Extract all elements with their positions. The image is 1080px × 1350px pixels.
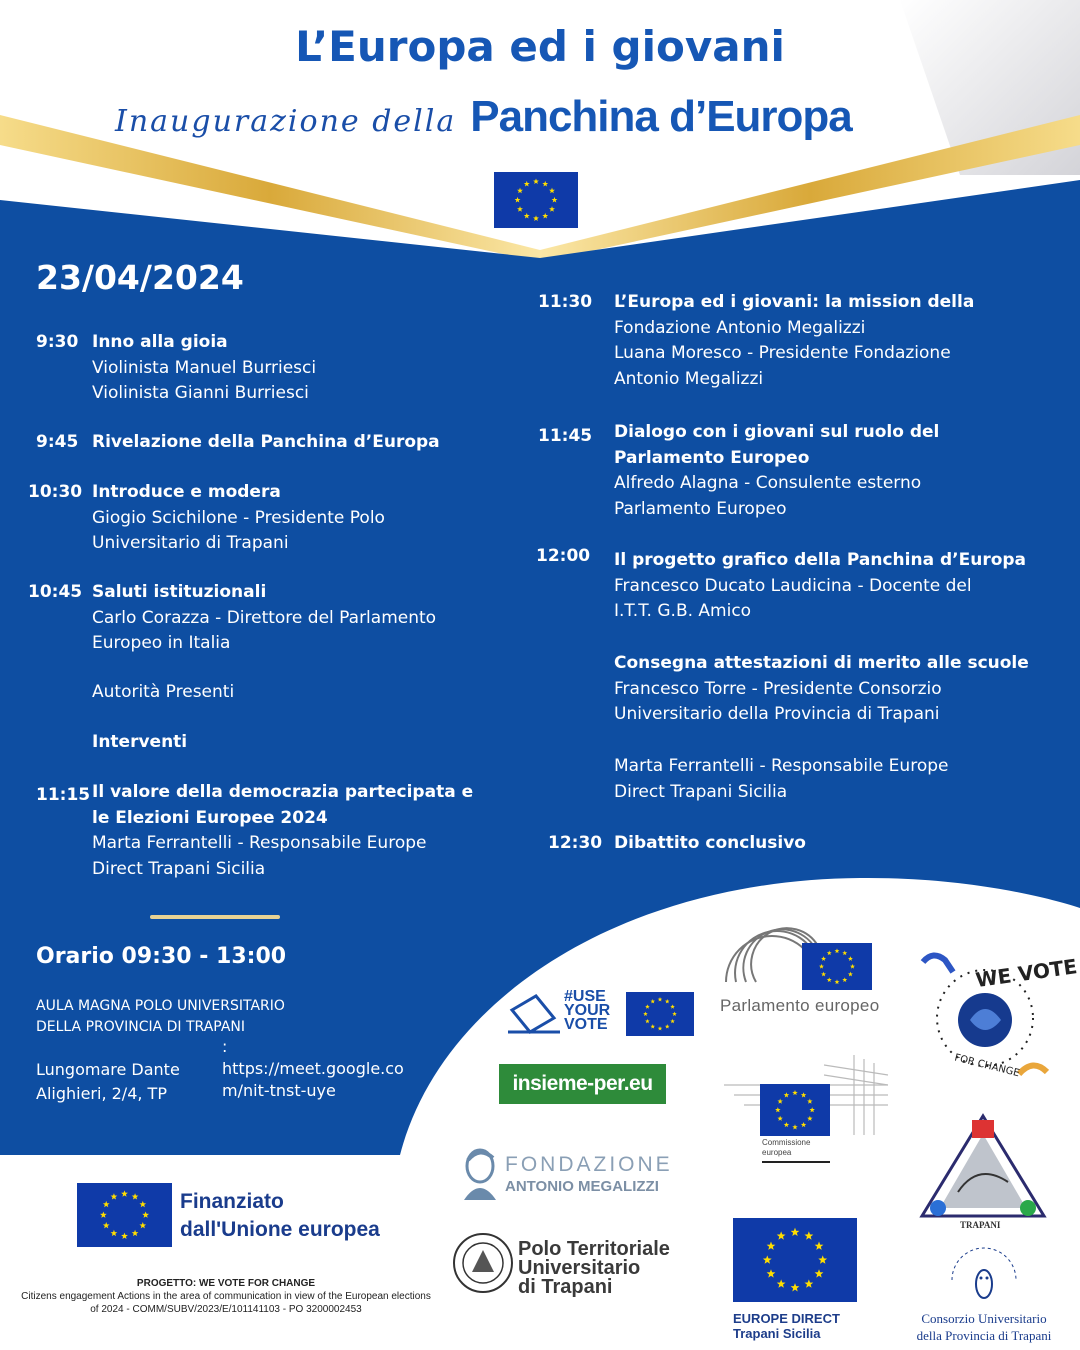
project-title: PROGETTO: WE VOTE FOR CHANGE <box>136 1278 316 1289</box>
venue-line: DELLA PROVINCIA DI TRAPANI <box>36 1019 246 1035</box>
funded-by-eu <box>180 1188 380 1244</box>
meet-link[interactable] <box>222 1036 422 1102</box>
program-heading: Saluti istituzionali <box>92 582 267 602</box>
portrait-icon <box>460 1146 500 1200</box>
consorzio-line: della Provincia di Trapani <box>916 1328 1052 1343</box>
main-title: L’Europa ed i giovani <box>295 22 785 71</box>
istituto-trapani-label: TRAPANI <box>960 1220 1001 1230</box>
eu-flag-icon <box>802 943 872 990</box>
funded-line: dall'Unione europea <box>180 1218 380 1241</box>
event-date: 23/04/2024 <box>36 258 244 297</box>
ed-line: EUROPE DIRECT <box>733 1311 840 1326</box>
program-time: 10:30 <box>28 482 83 502</box>
fondazione-logo-line2: ANTONIO MEGALIZZI <box>505 1178 659 1195</box>
eu-flag-icon <box>760 1084 830 1136</box>
venue <box>36 996 285 1038</box>
autorita-presenti: Autorità Presenti <box>92 682 235 702</box>
program-line: Marta Ferrantelli - Responsabile Europe <box>614 756 949 776</box>
interventi-heading: Interventi <box>92 732 188 752</box>
consorzio-line: Consorzio Universitario <box>921 1311 1047 1326</box>
program-time: 11:30 <box>538 292 593 312</box>
project-info <box>20 1277 432 1316</box>
ed-line: Trapani Sicilia <box>733 1326 821 1341</box>
program-line: Parlamento Europeo <box>614 498 787 519</box>
parlamento-europeo-logo: Parlamento europeo <box>720 996 880 1015</box>
fondazione-logo-line1: FONDAZIONE <box>505 1153 673 1176</box>
program-time: 11:45 <box>538 426 593 446</box>
address-line: Lungomare Dante <box>36 1060 180 1079</box>
program-line: Universitario di Trapani <box>92 533 289 553</box>
program-line: Francesco Ducato Laudicina - Docente del <box>614 575 972 596</box>
program-time: 9:45 <box>36 432 79 452</box>
program-line: Alfredo Alagna - Consulente esterno <box>614 473 922 493</box>
link-url[interactable]: https://meet.google.com/nit-tnst-uye <box>222 1059 404 1100</box>
program-heading-2: le Elezioni Europee 2024 <box>92 807 328 828</box>
venue-line: AULA MAGNA POLO UNIVERSITARIO <box>36 998 285 1014</box>
subtitle-bold: Panchina d’Europa <box>470 92 852 141</box>
program-line: Direct Trapani Sicilia <box>614 781 788 802</box>
program-heading: Inno alla gioia <box>92 332 228 352</box>
europe-direct-logo <box>733 1311 840 1341</box>
program-line: Antonio Megalizzi <box>614 368 764 389</box>
program-time: 12:00 <box>536 546 591 566</box>
we-vote-text: WE VOTE <box>974 954 1079 993</box>
use-your-vote-logo <box>564 990 610 1032</box>
program-line: Universitario della Provincia di Trapani <box>614 704 940 724</box>
program-heading-2: Parlamento Europeo <box>614 447 810 468</box>
address-line: Alighieri, 2/4, TP <box>36 1084 167 1103</box>
insieme-per-eu-logo: insieme-per.eu <box>499 1064 666 1104</box>
program-line: Francesco Torre - Presidente Consorzio <box>614 678 942 699</box>
program-heading: Il valore della democrazia partecipata e <box>92 782 474 802</box>
program-heading: Rivelazione della Panchina d’Europa <box>92 432 440 452</box>
university-seal-icon <box>452 1232 514 1294</box>
address <box>36 1058 180 1106</box>
program-line: I.T.T. G.B. Amico <box>614 601 752 621</box>
program-heading: L’Europa ed i giovani: la mission della <box>614 292 975 312</box>
we-vote-for-change-logo <box>915 948 1079 1088</box>
eu-flag-icon <box>77 1183 172 1247</box>
program-line: Luana Moresco - Presidente Fondazione <box>614 343 951 363</box>
project-desc: Citizens engagement Actions in the area of communication in view of the European elections of 2024 - COMM/SUBV/2023/E/101141103 - PO 3200002453 <box>21 1291 431 1315</box>
istituto-superiore-logo <box>918 1112 1048 1222</box>
use-line: YOUR <box>564 1002 611 1019</box>
for-change-text: FOR CHANGE <box>953 1052 1021 1080</box>
program-line: Europeo in Italia <box>92 633 231 653</box>
program-line: Fondazione Antonio Megalizzi <box>614 317 866 338</box>
program-time: 11:15 <box>36 785 91 805</box>
eu-flag-icon <box>626 992 694 1036</box>
program-heading: Dialogo con i giovani sul ruolo del <box>614 422 940 442</box>
use-line: VOTE <box>564 1016 608 1033</box>
program-line: Violinista Gianni Burriesci <box>92 383 309 403</box>
polo-line: Polo Territoriale <box>518 1238 670 1260</box>
event-hours: Orario 09:30 - 13:00 <box>36 944 287 969</box>
program-line: Direct Trapani Sicilia <box>92 858 266 879</box>
program-heading: Introduce e modera <box>92 482 281 502</box>
program-heading: Consegna attestazioni di merito alle scuole <box>614 653 1029 673</box>
ballot-box-icon <box>506 990 562 1036</box>
program-heading: Dibattito conclusivo <box>614 833 806 853</box>
program-time: 12:30 <box>548 833 603 853</box>
eu-flag-icon <box>494 172 578 228</box>
eu-flag-icon <box>733 1218 857 1302</box>
program-line: Giogio Scichilone - Presidente Polo <box>92 507 385 528</box>
comm-line: europea <box>762 1148 792 1157</box>
polo-territoriale-logo <box>518 1240 670 1297</box>
use-line: #USE <box>564 988 606 1005</box>
program-line: Violinista Manuel Burriesci <box>92 357 317 378</box>
subtitle <box>115 92 852 142</box>
polo-line: Universitario <box>518 1257 641 1279</box>
link-colon: : <box>222 1037 228 1056</box>
polo-line: di Trapani <box>518 1276 613 1298</box>
funded-line: Finanziato <box>180 1190 284 1213</box>
consorzio-logo <box>903 1310 1065 1344</box>
subtitle-script: Inaugurazione della <box>115 104 457 139</box>
program-heading: Il progetto grafico della Panchina d’Europa <box>614 550 1027 570</box>
comm-rule <box>762 1161 830 1163</box>
program-time: 10:45 <box>28 582 83 602</box>
program-time: 9:30 <box>36 332 79 352</box>
gold-divider <box>150 915 280 919</box>
consorzio-seal-icon <box>944 1240 1024 1310</box>
commissione-europea-logo <box>762 1138 830 1163</box>
program-line: Marta Ferrantelli - Responsabile Europe <box>92 833 427 853</box>
program-line: Carlo Corazza - Direttore del Parlamento <box>92 607 437 628</box>
comm-line: Commissione <box>762 1138 811 1147</box>
